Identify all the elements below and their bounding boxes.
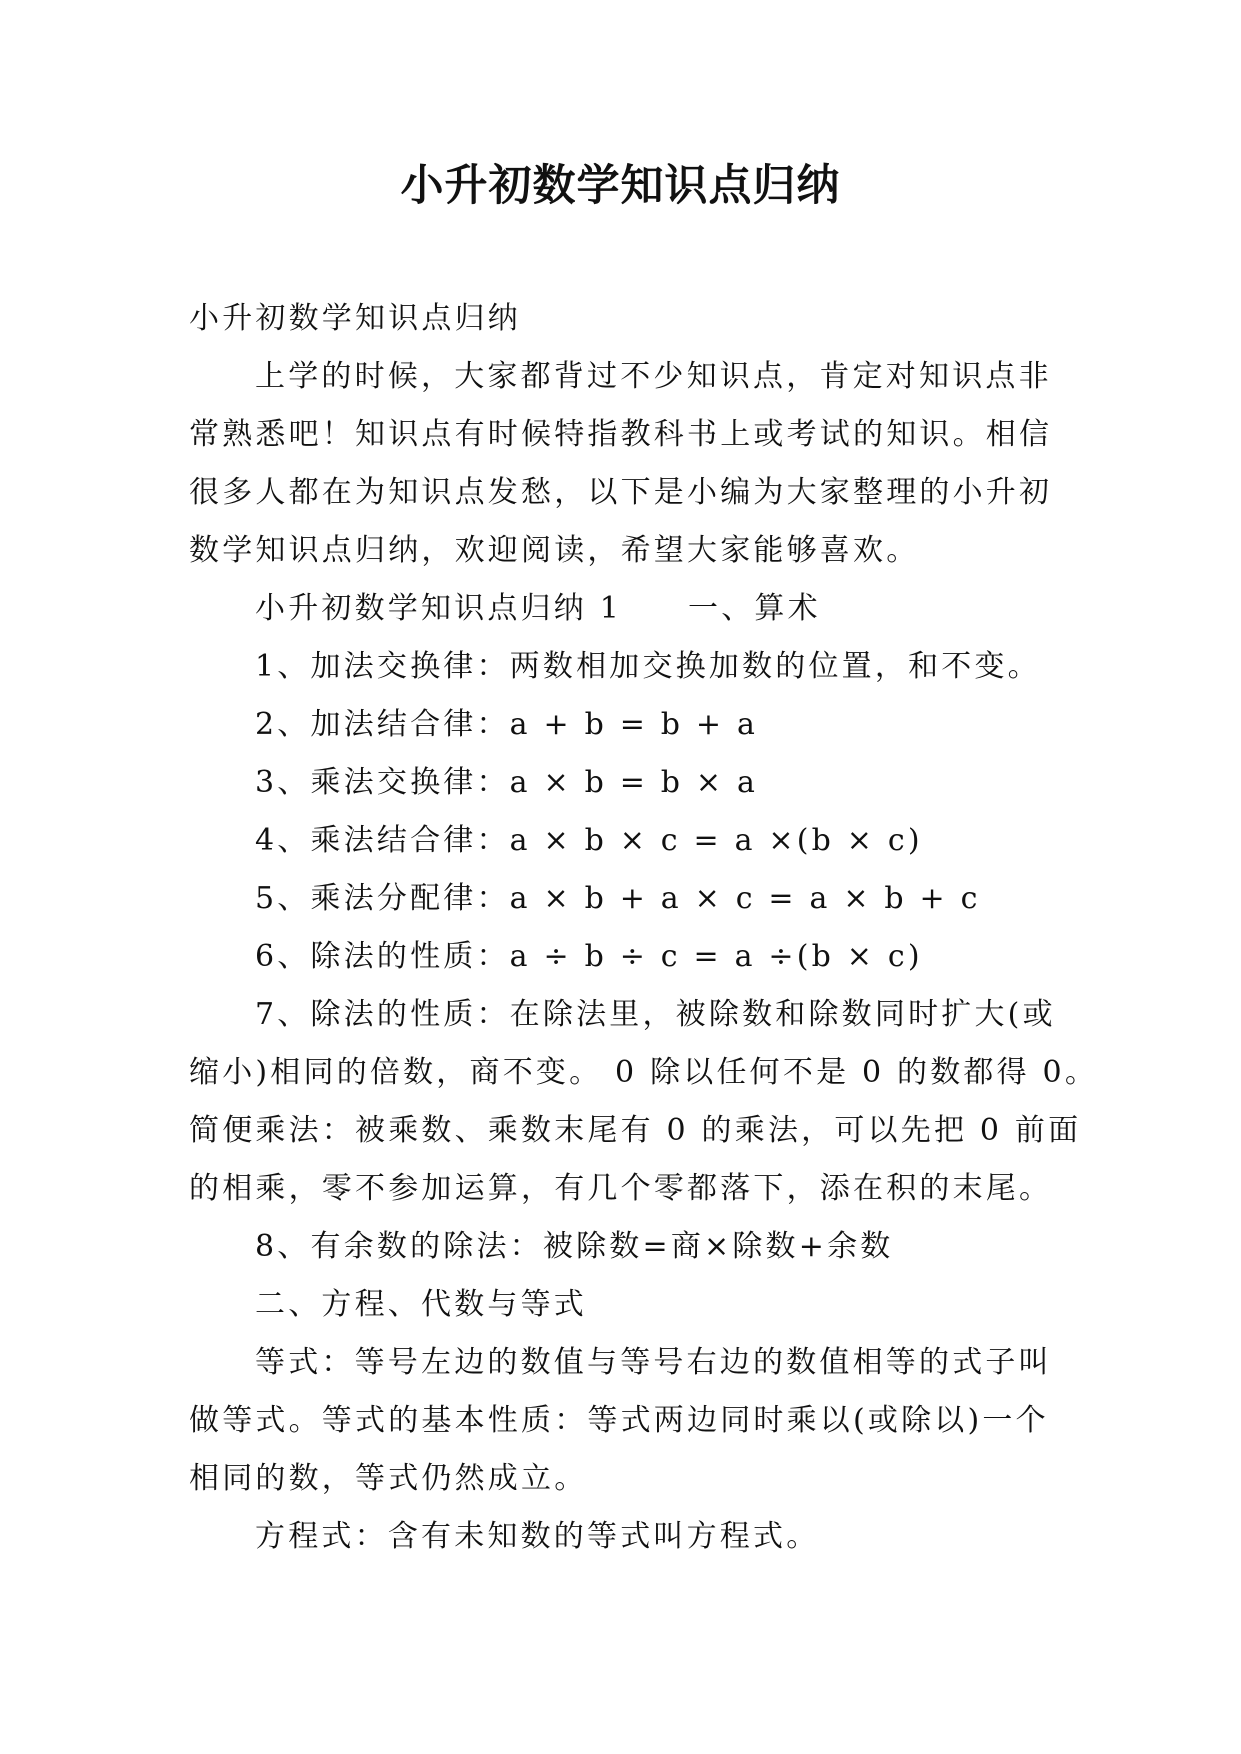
rule-7-line-3: 简便乘法：被乘数、乘数末尾有 0 的乘法，可以先把 0 前面 bbox=[189, 1113, 1082, 1148]
equation-line-2: 做等式。等式的基本性质：等式两边同时乘以(或除以)一个 bbox=[189, 1403, 1049, 1438]
formula-definition: 方程式：含有未知数的等式叫方程式。 bbox=[255, 1519, 820, 1554]
rule-7-line-1: 7、除法的性质：在除法里，被除数和除数同时扩大(或 bbox=[255, 997, 1056, 1032]
equation-line-3: 相同的数，等式仍然成立。 bbox=[189, 1461, 588, 1496]
section1-subheading: 一、算术 bbox=[688, 591, 821, 626]
section1-heading-line bbox=[189, 580, 1059, 638]
rule-7-line-4: 的相乘，零不参加运算，有几个零都落下，添在积的末尾。 bbox=[189, 1171, 1053, 1206]
rule-4: 4、乘法结合律：a × b × c = a ×(b × c) bbox=[255, 823, 923, 858]
rule-3: 3、乘法交换律：a × b = b × a bbox=[255, 765, 759, 800]
rule-1: 1、加法交换律：两数相加交换加数的位置，和不变。 bbox=[255, 649, 1041, 684]
section2-heading: 二、方程、代数与等式 bbox=[255, 1287, 587, 1322]
section1-heading: 小升初数学知识点归纳 1 bbox=[255, 591, 623, 626]
intro-line-1: 上学的时候，大家都背过不少知识点，肯定对知识点非 bbox=[255, 359, 1052, 394]
intro-line-2: 常熟悉吧！知识点有时候特指教科书上或考试的知识。相信 bbox=[189, 417, 1053, 452]
page-title: 小升初数学知识点归纳 bbox=[400, 161, 841, 211]
rule-7-line-2: 缩小)相同的倍数，商不变。 0 除以任何不是 0 的数都得 0。 bbox=[189, 1055, 1099, 1090]
rule-2: 2、加法结合律：a + b = b + a bbox=[255, 707, 759, 742]
document-body bbox=[189, 290, 1099, 1566]
rule-6: 6、除法的性质：a ÷ b ÷ c = a ÷(b × c) bbox=[255, 939, 923, 974]
intro-line-4: 数学知识点归纳，欢迎阅读，希望大家能够喜欢。 bbox=[189, 533, 920, 568]
equation-line-1: 等式：等号左边的数值与等号右边的数值相等的式子叫 bbox=[255, 1345, 1052, 1380]
rule-8: 8、有余数的除法：被除数=商×除数+余数 bbox=[255, 1229, 894, 1264]
rule-5: 5、乘法分配律：a × b + a × c = a × b + c bbox=[255, 881, 981, 916]
subtitle-line: 小升初数学知识点归纳 bbox=[189, 301, 521, 336]
intro-line-3: 很多人都在为知识点发愁，以下是小编为大家整理的小升初 bbox=[189, 475, 1053, 510]
